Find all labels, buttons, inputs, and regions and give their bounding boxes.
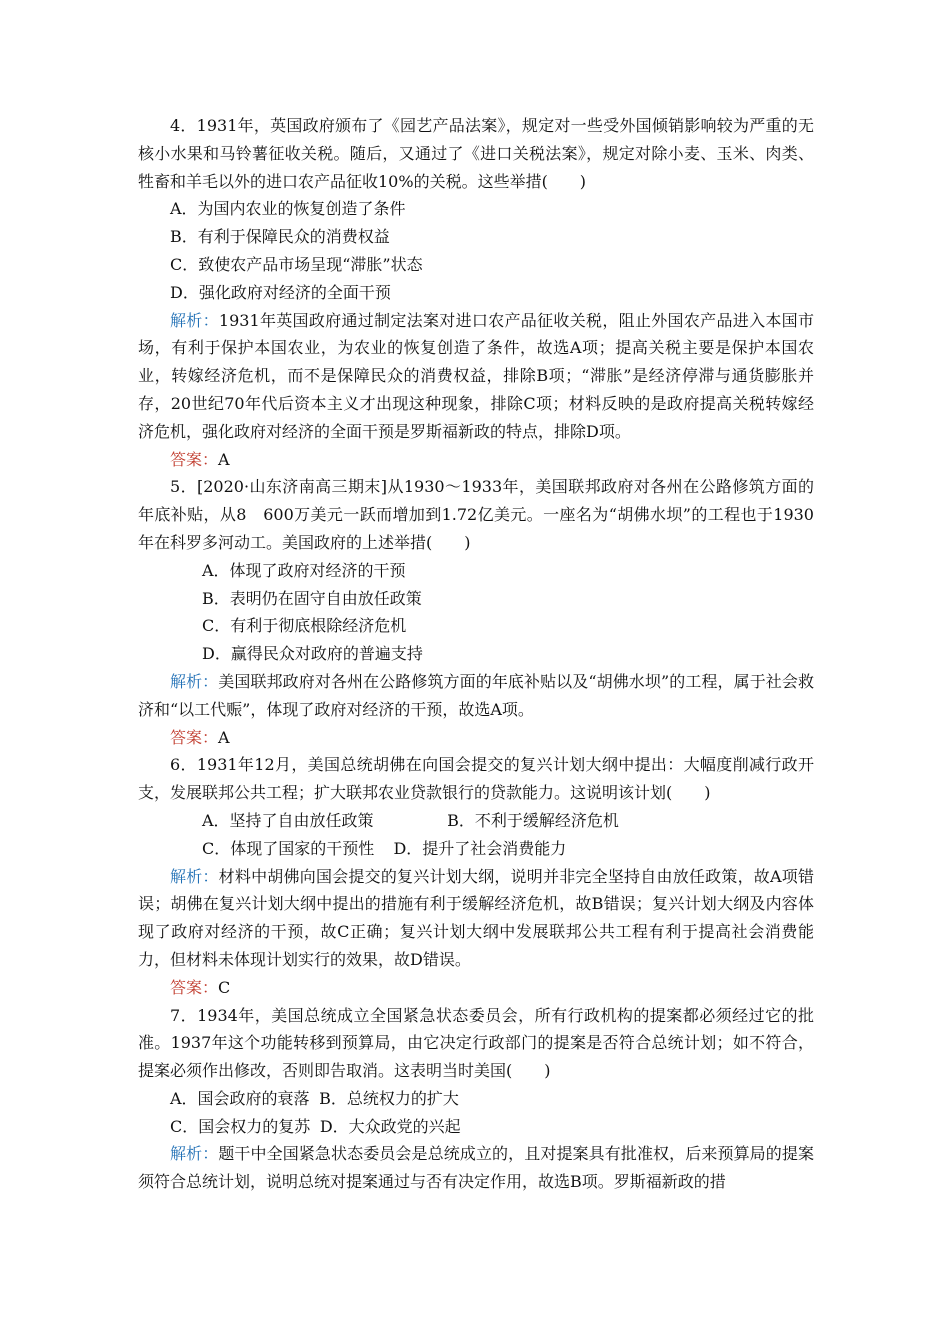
analysis-label: 解析： [170,671,219,691]
question-7-option-b: B．总统权力的扩大 [319,1088,459,1108]
question-7-option-d: D．大众政党的兴起 [319,1116,461,1136]
question-7-option-c: C．国会权力的复苏 [170,1116,311,1136]
question-6-answer [138,974,814,1002]
answer-value: A [218,727,230,747]
question-5-stem: 5．[2020·山东济南高三期末]从1930～1933年，美国联邦政府对各州在公路修筑方面的年底补贴，从8 600万美元一跃而增加到1.72亿美元。一座名为“胡佛水坝”的工程也于1930年在科罗多河动工。美国政府的上述举措( ) [138,477,814,552]
question-5-analysis [138,668,814,724]
question-5-option-c: C．有利于彻底根除经济危机 [202,616,407,636]
question-6-analysis [138,863,814,974]
answer-label: 答案： [170,977,219,997]
answer-value: C [218,977,231,997]
question-6-options-row-1 [138,807,814,835]
question-4-stem: 4．1931年，英国政府颁布了《园艺产品法案》，规定对一些受外国倾销影响较为严重的无核小水果和马铃薯征收关税。随后，又通过了《进口关税法案》，规定对除小麦、玉米、肉类、牲畜和羊毛以外的进口农产品征收10%的关税。这些举措( ) [138,116,814,191]
question-6-options-row-2 [138,835,814,863]
question-5-option-a: A．体现了政府对经济的干预 [202,560,406,580]
question-6-option-b: B．不利于缓解经济危机 [447,810,619,830]
answer-label: 答案： [170,727,219,747]
answer-label: 答案： [170,449,219,469]
question-6-option-a: A．坚持了自由放任政策 [202,810,374,830]
document-page [138,112,814,1196]
question-7-stem: 7．1934年，美国总统成立全国紧急状态委员会，所有行政机构的提案都必须经过它的批准。1937年这个功能转移到预算局，由它决定行政部门的提案是否符合总统计划；如不符合，提案必须作出修改，否则即告取消。这表明当时美国( ) [138,1005,814,1081]
question-5-option-d: D．赢得民众对政府的普遍支持 [202,644,423,664]
question-4-answer [138,446,814,474]
question-5-option-b: B．表明仍在固守自由放任政策 [202,588,422,608]
analysis-label: 解析： [170,1144,219,1164]
analysis-text: 题干中全国紧急状态委员会是总统成立的，且对提案具有批准权，后来预算局的提案须符合总统计划，说明总统对提案通过与否有决定作用，故选B项。罗斯福新政的措 [138,1144,814,1192]
question-6-option-d: D．提升了社会消费能力 [393,838,567,858]
analysis-text: 材料中胡佛向国会提交的复兴计划大纲，说明并非完全坚持自由放任政策，故A项错误；胡佛在复兴计划大纲中提出的措施有利于缓解经济危机，故B错误；复兴计划大纲及内容体现了政府对经济的干预，故C正确；复兴计划大纲中发展联邦公共工程有利于提高社会消费能力，但材料未体现计划实行的效果，故D错误。 [138,866,814,969]
question-7-analysis [138,1140,814,1196]
analysis-label: 解析： [170,866,219,886]
question-6-option-c: C．体现了国家的干预性 [202,838,375,858]
answer-value: A [218,449,230,469]
question-4-option-b: B．有利于保障民众的消费权益 [170,227,390,247]
question-4-option-d: D．强化政府对经济的全面干预 [170,282,391,302]
question-5-answer [138,724,814,752]
question-4-option-c: C．致使农产品市场呈现“滞胀”状态 [170,254,423,274]
question-7-options-row-2 [138,1113,814,1141]
analysis-label: 解析： [170,310,219,330]
question-4-option-a: A．为国内农业的恢复创造了条件 [170,199,406,219]
question-4-analysis [138,307,814,446]
question-7-options-row-1 [138,1085,814,1113]
analysis-text: 1931年英国政府通过制定法案对进口农产品征收关税，阻止外国农产品进入本国市场，有利于保护本国农业，为农业的恢复创造了条件，故选A项；提高关税主要是保护本国农业，转嫁经济危机，而不是保障民众的消费权益，排除B项；“滞胀”是经济停滞与通货膨胀并存，20世纪70年代后资本主义才出现这种现象，排除C项；材料反映的是政府提高关税转嫁经济危机，强化政府对经济的全面干预是罗斯福新政的特点，排除D项。 [138,310,814,441]
analysis-text: 美国联邦政府对各州在公路修筑方面的年底补贴以及“胡佛水坝”的工程，属于社会救济和“以工代赈”，体现了政府对经济的干预，故选A项。 [138,671,814,719]
question-6-stem: 6．1931年12月，美国总统胡佛在向国会提交的复兴计划大纲中提出：大幅度削减行政开支，发展联邦公共工程；扩大联邦农业贷款银行的贷款能力。这说明该计划( ) [138,755,814,803]
question-7-option-a: A．国会政府的衰落 [170,1088,310,1108]
